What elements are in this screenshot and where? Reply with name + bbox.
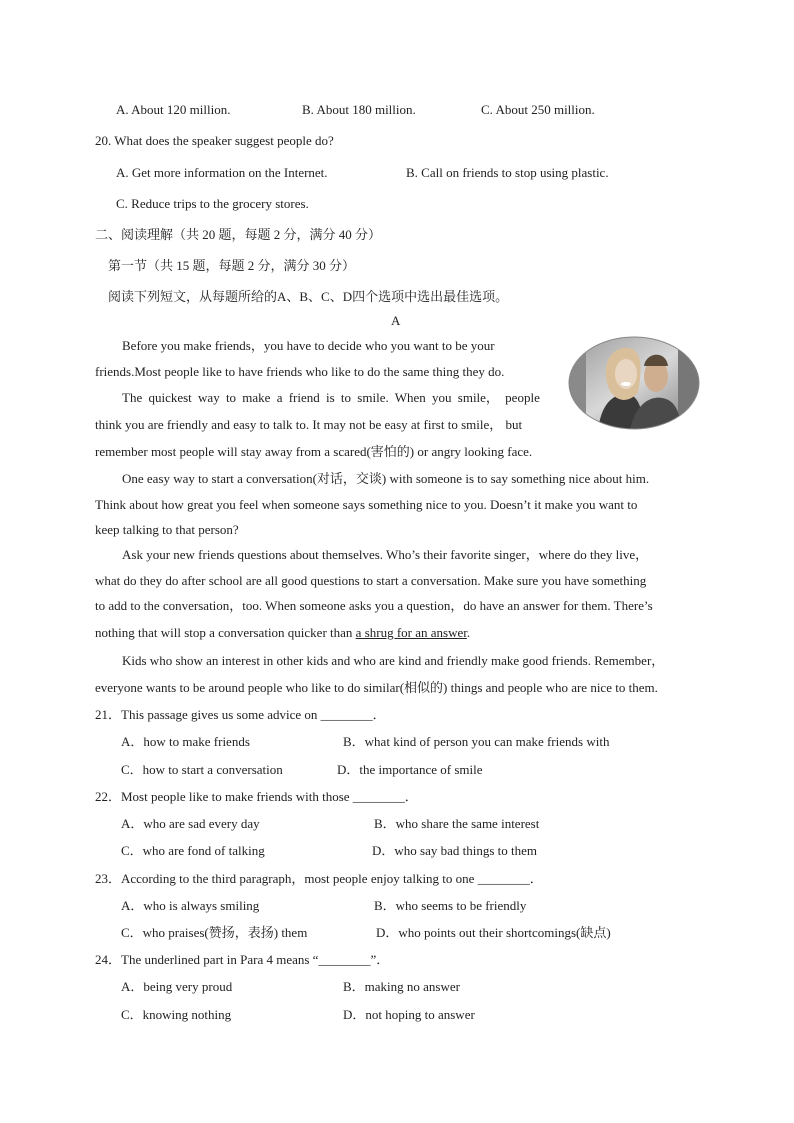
passage-line: think you are friendly and easy to talk to. It may not be easy at first to smile， but <box>95 417 523 432</box>
section-heading: 二、阅读理解（共 20 题，每题 2 分，满分 40 分） <box>95 227 382 242</box>
q20-question: 20. What does the speaker suggest people do? <box>95 133 334 148</box>
q21-option-c: C．how to start a conversation <box>121 762 283 777</box>
q23-stem: 23．According to the third paragraph，most people enjoy talking to one ________． <box>95 871 543 886</box>
part-heading: 第一节（共 15 题，每题 2 分，满分 30 分） <box>108 258 356 273</box>
passage-period: . <box>466 625 471 640</box>
q21-option-a: A．how to make friends <box>121 734 250 749</box>
passage-line: Before you make friends，you have to decide who you want to be your <box>122 338 495 353</box>
passage-line: what do they do after school are all good questions to start a conversation. Make sure you have something <box>95 573 647 588</box>
q23-option-c: C．who praises(赞扬，表扬) them <box>121 925 308 940</box>
passage-line: to add to the conversation，too. When someone asks you a question，do have an answer for them. There’s <box>95 598 653 613</box>
q20-option-a: A. Get more information on the Internet. <box>116 165 328 180</box>
passage-line: Ask your new friends questions about themselves. Who’s their favorite singer，where do they live， <box>122 547 649 562</box>
passage-label: A <box>391 313 401 328</box>
q21-stem: 21．This passage gives us some advice on ________． <box>95 707 386 722</box>
passage-line: keep talking to that person? <box>95 522 239 537</box>
q24-option-d: D．not hoping to answer <box>343 1007 475 1022</box>
passage-line: everyone wants to be around people who like to do similar(相似的) things and people who are nice to them. <box>95 680 658 695</box>
q19-option-a: A. About 120 million. <box>116 102 231 117</box>
passage-line: Kids who show an interest in other kids and who are kind and friendly make good friends. Remember， <box>122 653 665 668</box>
passage-text: nothing that will stop a conversation quicker than <box>95 625 356 640</box>
q21-option-b: B．what kind of person you can make friends with <box>343 734 610 749</box>
q22-option-c: C．who are fond of talking <box>121 843 265 858</box>
q22-option-a: A．who are sad every day <box>121 816 260 831</box>
q22-stem: 22．Most people like to make friends with those ________． <box>95 789 418 804</box>
q22-option-b: B．who share the same interest <box>374 816 540 831</box>
underlined-phrase: a shrug for an answer <box>355 625 467 640</box>
q19-option-b: B. About 180 million. <box>302 102 416 117</box>
passage-line: friends.Most people like to have friends who like to do the same thing they do. <box>95 364 505 379</box>
q24-option-a: A．being very proud <box>121 979 233 994</box>
passage-line: Think about how great you feel when someone says something nice to you. Doesn’t it make you want to <box>95 497 638 512</box>
q20-option-c: C. Reduce trips to the grocery stores. <box>116 196 309 211</box>
q23-option-b: B．who seems to be friendly <box>374 898 527 913</box>
q20-option-b: B. Call on friends to stop using plastic. <box>406 165 609 180</box>
q24-stem: 24．The underlined part in Para 4 means “________”． <box>95 952 390 967</box>
instruction: 阅读下列短文，从每题所给的A、B、C、D四个选项中选出最佳选项。 <box>108 289 509 304</box>
q21-option-d: D．the importance of smile <box>337 762 483 777</box>
q23-option-d: D．who points out their shortcomings(缺点) <box>376 925 611 940</box>
passage-line: remember most people will stay away from a scared(害怕的) or angry looking face. <box>95 444 533 459</box>
q23-option-a: A．who is always smiling <box>121 898 260 913</box>
passage-line: The quickest way to make a friend is to smile. When you smile， people <box>122 390 540 405</box>
q24-option-b: B．making no answer <box>343 979 460 994</box>
q19-option-c: C. About 250 million. <box>481 102 595 117</box>
couple-photo <box>568 336 700 430</box>
q24-option-c: C．knowing nothing <box>121 1007 232 1022</box>
passage-line: One easy way to start a conversation(对话，交谈) with someone is to say something nice about him. <box>122 471 650 486</box>
passage-line <box>95 624 470 642</box>
q22-option-d: D．who say bad things to them <box>372 843 538 858</box>
